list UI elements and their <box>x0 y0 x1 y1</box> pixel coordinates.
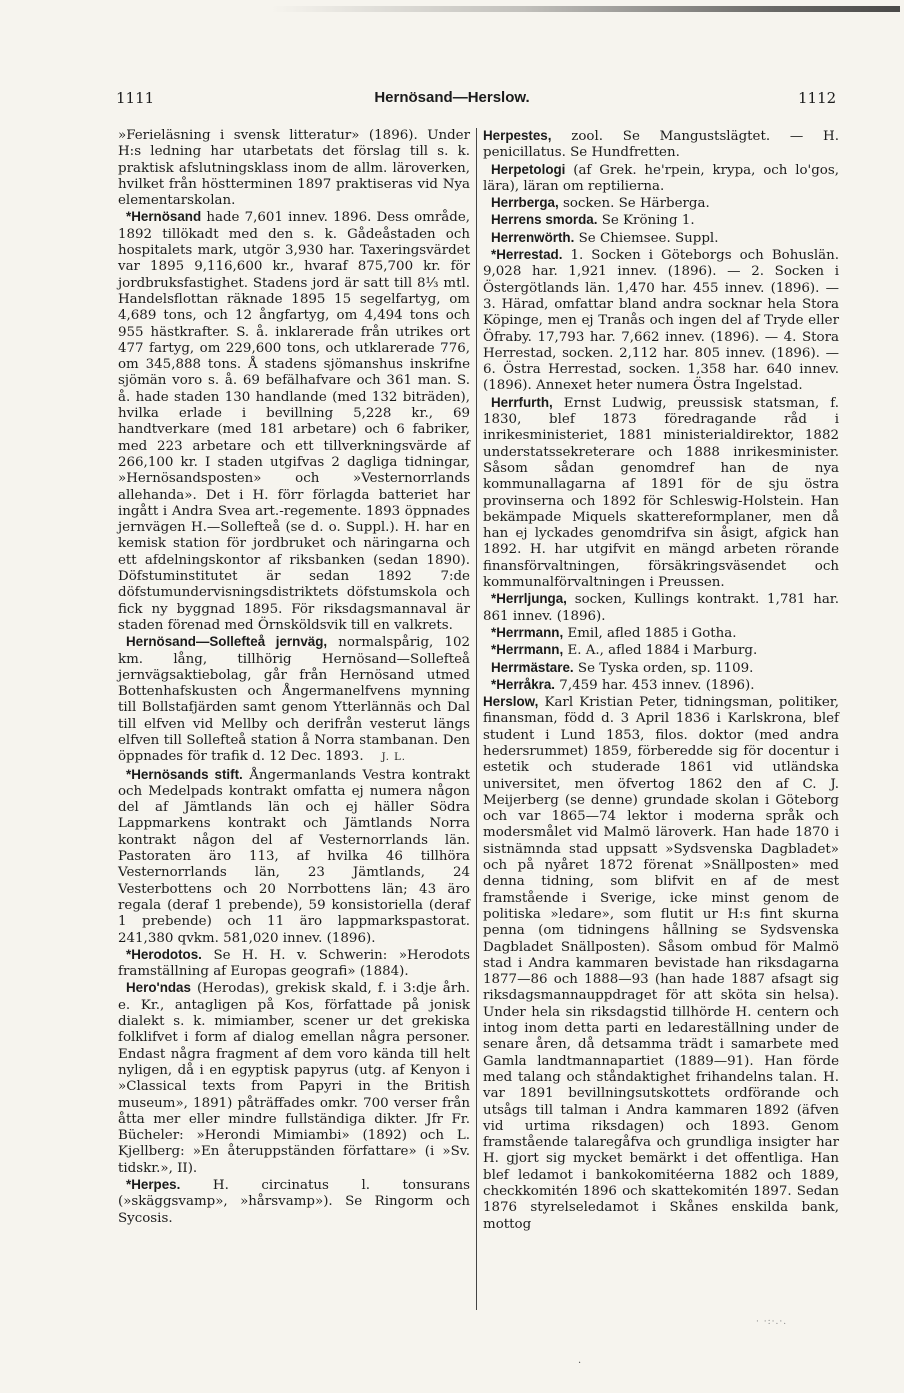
entry-hernosand-solleftea <box>118 634 470 766</box>
entry-text: normalspårig, 102 km. lång, tillhörig Hernösand—Sollefteå jernvägsaktiebolag, går från Hernösand utmed Bottenhafskusten och Ångermanelfvens mynning till Bollstafjärden samt genom Ytterlännäs och Dal till elfven vid Mellby och derifrån vesterut längs elfven till Sollefteå station å Norra stambanan. Den öppnades för trafik d. 12 Dec. 1893. <box>118 635 471 765</box>
entry-herrberga <box>483 195 839 212</box>
column-divider <box>476 128 477 1310</box>
author-signature: J. L. <box>381 752 406 764</box>
entry-text: Ernst Ludwig, preussisk statsman, f. 1830, blef 1873 föredragande råd i inrikesministeriet, 1881 ministerialdirektor, 1882 understatssekreterare och 1888 inrikesminister. Såsom sådan genomdref han de nya kommunallagarna af 1891 för de sju östra provinserna och 1892 för Schleswig-Holstein. Han bekämpade Miquels skattereformplaner, men då han ej lyckades genomdrifva sin åsigt, afgick han 1892. H. har utgifvit en mängd arbeten rörande finansförvaltningen, försäkringsväsendet och kommunalförvaltningen i Preussen. <box>483 395 839 591</box>
entry-text: Emil, afled 1885 i Gotha. <box>567 625 737 641</box>
entry-headword: *Hernösand <box>126 209 202 225</box>
entry-text: Karl Kristian Peter, tidningsman, politiker, finansman, född d. 3 April 1836 i Karlskrona, blef student i Lund 1853, filos. doktor (med andra hedersrummet) 1859, förberedde sig för docentur i estetik och studerade 1861 vid utländska universitet, men öfvertog 1862 den af C. J. Meijerberg (se denne) grundade skolan i Göteborg och var 1865—74 lektor i moderna språk och modersmålet vid Malmö läroverk. Han hade 1870 i sistnämnda stad uppsatt »Sydsvenska Dagbladet» och på nyåret 1872 förenat »Snällposten» med denna tidning, som blifvit en af de mest framstående i Sverige, icke minst genom de politiska »ledare», som flutit ur H:s fint skurna penna (om tidningens hållning se Sydsvenska Dagbladet Snällposten). Såsom ombud för Malmö stad i Andra kammaren bevistade han riksdagarna 1877—86 och 1888—93 (han hade 1887 afsagt sig riksdagsmannauppdraget för att sköta sin helsa). Under hela sin riksdagstid tillhörde H. centern och intog inom detta parti en ledareställning under de senare åren, då detsamma trädt i samarbete med Gamla landtmannapartiet (1889—91). Han förde med talang och ståndaktighet frihandelns talan. H. var 1891 bevillningsutskottets ordförande och utsågs till talman i Andra kammaren 1892 (äfven vid urtima riksdagen) och 1893. Genom framstående talaregåfva och grundliga insigter har H. gjort sig mycket bemärkt i det offentliga. Han blef ledamot i bankokomitéerna 1882 och 1889, checkkomitén 1896 och skattekomitén 1897. Sedan 1876 styrelseledamot i Skånes enskilda bank, mottog <box>483 695 839 1232</box>
entry-text: hade 7,601 innev. 1896. Dess område, 1892 tillökadt med den s. k. Gådeåstaden och hospitalets mark, utgör 3,930 har. Taxeringsvärdet var 1895 9,116,600 kr., hvaraf 875,700 kr. för jordbruksfastighet. Stadens jord är satt till 8⅓ mtl. Handelsflottan räknade 1895 15 segelfartyg, om 4,689 tons, och 12 ångfartyg, om 4,494 tons och 955 hästkrafter. S. å. inklarerade från utrikes ort 477 fartyg, om 229,600 tons, och utklarerade 776, om 345,888 tons. Å stadens sjömanshus inskrifne sjömän voro s. å. 69 befälhafvare och 361 man. S. å. hade staden 130 handlande (med 132 biträden), hvilka erlade i bevillning 5,228 kr., 69 handtverkare (med 181 arbetare) och 6 fabriker, med 223 arbetare och ett tillverkningsvärde af 266,100 kr. I staden utgifvas 2 dagliga tidningar, »Hernösandsposten» och »Vesternorrlands allehanda». Det i H. förr förlagda batteriet har ingått i Andra Svea art.-regemente. 1893 öppnades jernvägen H.—Sollefteå (se d. o. Suppl.). H. har en kemisk station för jordbruket och näringarna och ett afdelningskontor af riksbanken (sedan 1890). Döfstuminstitutet är sedan 1892 7:de döfstumundervisningsdistriktets döfstumskola och fick ny byggnad 1895. För riksdagsmannaval är staden förenad med Örnsköldsvik till en valkrets. <box>118 210 470 633</box>
entry-headword: Herrenwörth. <box>491 229 575 245</box>
entry-headword: Herrmästare. <box>491 659 574 675</box>
right-column <box>483 128 839 1233</box>
entry-text: Se Kröning 1. <box>601 213 695 229</box>
entry-herrens-smorda <box>483 212 839 229</box>
entry-herrmann-ea <box>483 642 839 659</box>
entry-text: (af Grek. he'rpein, krypa, och lo'gos, lära), läran om reptilierna. <box>483 162 839 194</box>
entry-text: zool. Se Mangustslägtet. — H. penicillatus. Se Hundfretten. <box>483 129 839 161</box>
page-header <box>0 89 904 111</box>
entry-text: Se Tyska orden, sp. 1109. <box>577 660 754 676</box>
entry-headword: Herslow, <box>483 694 539 710</box>
entry-headword: Hernösand—Sollefteå jernväg, <box>126 634 328 650</box>
entry-text: Se Chiemsee. Suppl. <box>578 230 719 246</box>
entry-headword: Herrfurth, <box>491 394 553 410</box>
entry-headword: Herpetologi <box>491 161 566 177</box>
entry-headword: *Herrmann, <box>491 624 564 640</box>
entry-hernosand <box>118 209 470 634</box>
entry-herpetologi <box>483 162 839 196</box>
entry-hernosands-stift <box>118 767 470 947</box>
page-number-left: 1111 <box>116 89 155 107</box>
print-smudge: · ·:·.·. <box>756 1317 788 1327</box>
entry-herrestad <box>483 247 839 395</box>
entry-text: Ångermanlands Vestra kontrakt och Medelpads kontrakt omfatta ej numera någon del af Jämtlands län och ej häller Södra Lappmarkens kontrakt och Jämtlands Norra kontrakt någon del af Vesternorrlands län. Pastoraten äro 113, af hvilka 46 tillhöra Vesternorrlands län, 23 Jämtlands, 24 Vesterbottens och 20 Norrbottens län; 43 äro regala (deraf 1 prebende), 59 konsistoriella (deraf 1 prebende) och 11 äro lappmarkspastorat. 241,380 qvkm. 581,020 innev. (1896). <box>118 767 470 946</box>
entry-headword: *Herrestad. <box>491 247 563 263</box>
entry-herondas <box>118 980 470 1177</box>
entry-herrljunga <box>483 591 839 625</box>
entry-herrmann-emil <box>483 625 839 642</box>
entry-headword: *Herrmann, <box>491 642 564 658</box>
entry-headword: *Herodotos. <box>126 946 202 962</box>
print-speck: · <box>578 1358 582 1369</box>
entry-herpes <box>118 1177 470 1227</box>
entry-headword: *Herråkra. <box>491 676 556 692</box>
entry-headword: Herrberga, <box>491 195 559 211</box>
entry-herrfurth <box>483 395 839 592</box>
entry-text: Se H. H. v. Schwerin: »Herodots framställning af Europas geografi» (1884). <box>118 947 470 980</box>
entry-headword: Herpestes, <box>483 128 552 143</box>
entry-herpestes <box>483 128 839 162</box>
scan-edge-artifact <box>270 6 900 12</box>
entry-text: (Herodas), grekisk skald, f. i 3:dje årh. e. Kr., antagligen på Kos, författade på jonisk dialekt s. k. mimiamber, scener ur det grekiska folklifvet i form af dialog emellan några personer. Endast några fragment af dem voro kända till helt nyligen, då i en egyptisk papyrus (utg. af Kenyon i »Classical texts from Papyri in the British museum», 1891) påträffades omkr. 700 verser från åtta mer eller mindre fullständiga dikter. Jfr Fr. Bücheler: »Herondi Mimiambi» (1892) och L. Kjellberg: »En återuppständen författare» (i »Sv. tidskr.», II). <box>118 981 470 1176</box>
left-column <box>118 128 470 1227</box>
entry-herrakra <box>483 677 839 694</box>
entry-text: socken, Kullings kontrakt. 1,781 har. 861 innev. (1896). <box>483 592 839 624</box>
entry-headword: *Hernösands stift. <box>126 766 243 782</box>
entry-headword: *Herpes. <box>126 1177 181 1192</box>
running-head: Hernösand—Herslow. <box>374 89 530 106</box>
page-number-right: 1112 <box>798 89 837 107</box>
entry-herrmastare <box>483 660 839 677</box>
entry-text: 1. Socken i Göteborgs och Bohuslän. 9,028 har. 1,921 innev. (1896). — 2. Socken i Östergötlands län. 1,470 har. 455 innev. (1896). — 3. Härad, omfattar bland andra socknar hela Stora Köpinge, men ej Tranås och ingen del af Tryde eller Öfraby. 17,793 har. 7,662 innev. (1896). — 4. Stora Herrestad, socken. 2,112 har. 805 innev. (1896). — 6. Östra Herrestad, socken. 1,358 har. 640 innev. (1896). Annexet heter numera Östra Ingelstad. <box>483 248 839 394</box>
entry-text: H. circinatus l. tonsurans (»skäggsvamp», »hårsvamp»). Se Ringorm och Sycosis. <box>118 1178 470 1226</box>
entry-herodotos <box>118 947 470 981</box>
entry-text: 7,459 har. 453 innev. (1896). <box>559 677 755 693</box>
entry-headword: Herrens smorda. <box>491 212 598 228</box>
entry-text: E. A., afled 1884 i Marburg. <box>567 643 758 659</box>
entry-herrenworth <box>483 230 839 247</box>
entry-headword: *Herrljunga, <box>491 591 567 607</box>
entry-herslow <box>483 694 839 1233</box>
continuation-text: »Ferieläsning i svensk litteratur» (1896). Under H:s ledning har utarbetats det förslag till s. k. praktisk afslutningsklass inom de allm. läroverken, hvilket från höstterminen 1897 praktiseras vid Nya elementarskolan. <box>118 128 470 209</box>
entry-headword: Hero'ndas <box>126 980 191 996</box>
entry-text: socken. Se Härberga. <box>563 196 710 212</box>
